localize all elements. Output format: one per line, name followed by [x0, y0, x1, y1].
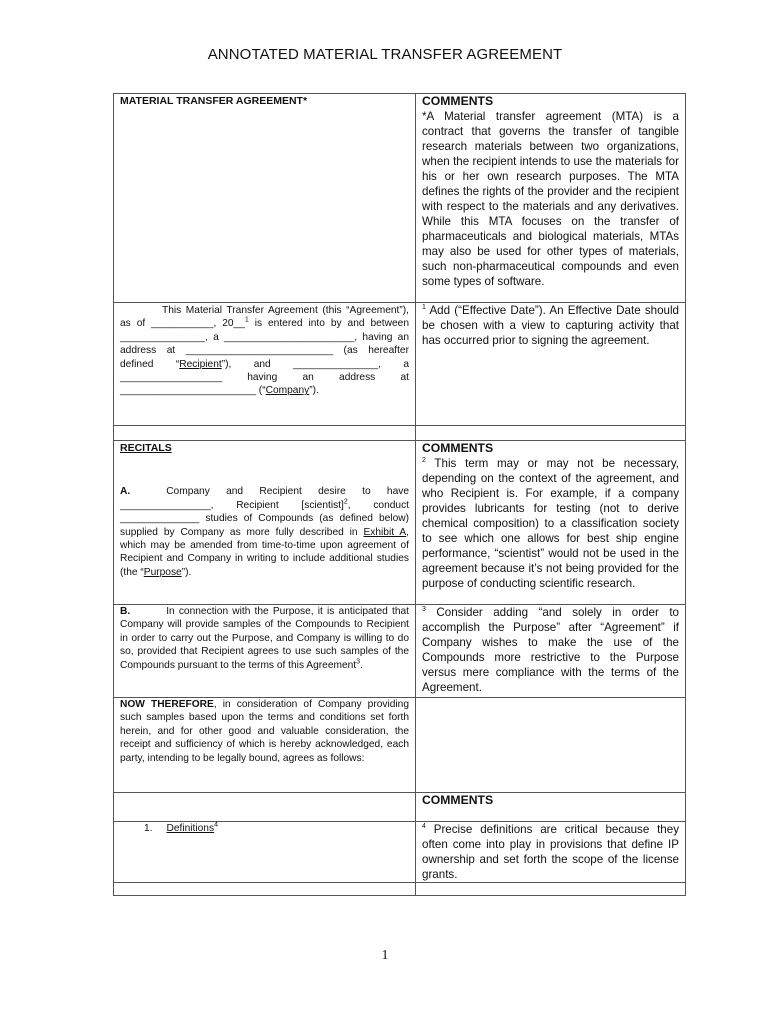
definitions-cell: 1. Definitions$^4$	[114, 822, 416, 883]
table-row	[114, 426, 686, 441]
mta-header-cell	[114, 94, 416, 303]
comments-header: COMMENTS	[422, 441, 494, 455]
table-row	[114, 793, 686, 822]
purpose-term: Purpose	[143, 566, 182, 578]
recital-a: A. Company and Recipient desire to have ________________, Recipient [scientist]$^2$, conduct ______________ studies of Compounds (as defined below) supplied by Company as more fully described in Exhibit A, which may be amended from time-to-time upon agreement of Recipient and Company in writing to include additional studies (the “Purpose”).	[120, 486, 409, 578]
table-row	[114, 698, 686, 793]
parties-paragraph: This Material Transfer Agreement (this “Agreement”), as of ___________, 20__$^1$ is entered into by and between _______________, a _______________________, having an address at __________________________ (as hereafter defined “Recipient”), and _______________, a __________________ having an address at ________________________ (“Company”).	[114, 303, 416, 426]
footnote-3-cell: $^3$ Consider adding “and solely in order to accomplish the Purpose” after “Agreement” if Company wishes to make the use of the Compounds more restrictive to the Purpose versus mere compliance with the terms of the Agreement.	[416, 605, 686, 698]
footnote-1-text: Add (“Effective Date”). An Effective Date should be chosen with a view to capturing activity that has occurred prior to signing the agreement.	[422, 304, 679, 347]
mta-header: MATERIAL TRANSFER AGREEMENT*	[120, 95, 308, 107]
table-row	[114, 883, 686, 896]
comments-cell	[416, 793, 686, 822]
comments-header: COMMENTS	[422, 793, 494, 807]
footnote-1-cell: $^1$ Add (“Effective Date”). An Effective Date should be chosen with a view to capturing activity that has occurred prior to signing the agreement.	[416, 303, 686, 426]
table-row	[114, 605, 686, 698]
footnote-ref-1[interactable]: 1	[244, 317, 249, 325]
page-number: 1	[381, 948, 389, 963]
recipient-term: Recipient	[179, 358, 222, 370]
annotated-mta-table	[113, 93, 686, 896]
table-row	[114, 822, 686, 883]
footnote-ref-3[interactable]: 3	[356, 658, 361, 666]
intro-comment: *A Material transfer agreement (MTA) is a contract that governs the transfer of tangible research materials between two organizations, when the recipient intends to use the materials for his or her own research purposes. The MTA defines the rights of the provider and the recipient with respect to the materials and any derivatives. While this MTA focuses on the transfer of pharmaceuticals and biological materials, MTAs may also be used for other types of materials, such non-pharmaceutical compounds and even some types of software.	[422, 110, 679, 288]
recitals-header: RECITALS	[120, 442, 172, 454]
footnote-2-text: This term may or may not be necessary, depending on the context of the agreement, and who Recipient is. For example, if a company provides lubricants for testing (not to derive chemical composition) to a classification society to see which one allows for best ship engine performance, “scientist” would not be used in the agreement because it’s not being provided for the purpose of conducting scientific research.	[422, 457, 679, 590]
table-row	[114, 441, 686, 605]
recitals-cell	[114, 441, 416, 605]
comments-cell	[416, 94, 686, 303]
table-row	[114, 303, 686, 426]
recital-b: B. In connection with the Purpose, it is anticipated that Company will provide samples of the Compounds to Recipient in order to carry out the Purpose, and Company is willing to do so, provided that Recipient agrees to use such samples of the Compounds pursuant to the terms of this Agreement$^3$.	[114, 605, 416, 698]
footnote-ref-2[interactable]: 2	[343, 498, 348, 506]
company-term: Company	[265, 385, 310, 397]
footnote-3-text: Consider adding “and solely in order to accomplish the Purpose” after “Agreement” if Company wishes to make the use of the Compounds more restrictive to the Purpose versus mere compliance with the terms of the Agreement.	[422, 606, 679, 694]
document-title: ANNOTATED MATERIAL TRANSFER AGREEMENT	[207, 46, 563, 63]
footnote-4-text: Precise definitions are critical because they often come into play in provisions that define IP ownership and set forth the scope of the license grants.	[422, 823, 679, 881]
footnote-4-cell: $^4$ Precise definitions are critical because they often come into play in provisions that define IP ownership and set forth the scope of the license grants.	[416, 822, 686, 883]
definitions-heading: Definitions	[166, 823, 215, 834]
comments-cell: COMMENTS $^2$ This term may or may not be necessary, depending on the context of the agreement, and who Recipient is. For example, if a company provides lubricants for testing (not to derive chemical composition) to a classification society to see which one allows for best ship engine performance, “scientist” would not be used in the agreement because it’s not being provided for the purpose of conducting scientific research.	[416, 441, 686, 605]
footnote-ref-4[interactable]: 4	[214, 821, 218, 829]
table-row	[114, 94, 686, 303]
exhibit-a-link: Exhibit A	[363, 526, 407, 538]
comments-header: COMMENTS	[422, 94, 494, 108]
now-therefore-paragraph: NOW THEREFORE, in consideration of Company providing such samples based upon the terms and conditions set forth herein, and for other good and valuable consideration, the receipt and sufficiency of which is hereby acknowledged, each party, intending to be legally bound, agrees as follows:	[114, 698, 416, 793]
